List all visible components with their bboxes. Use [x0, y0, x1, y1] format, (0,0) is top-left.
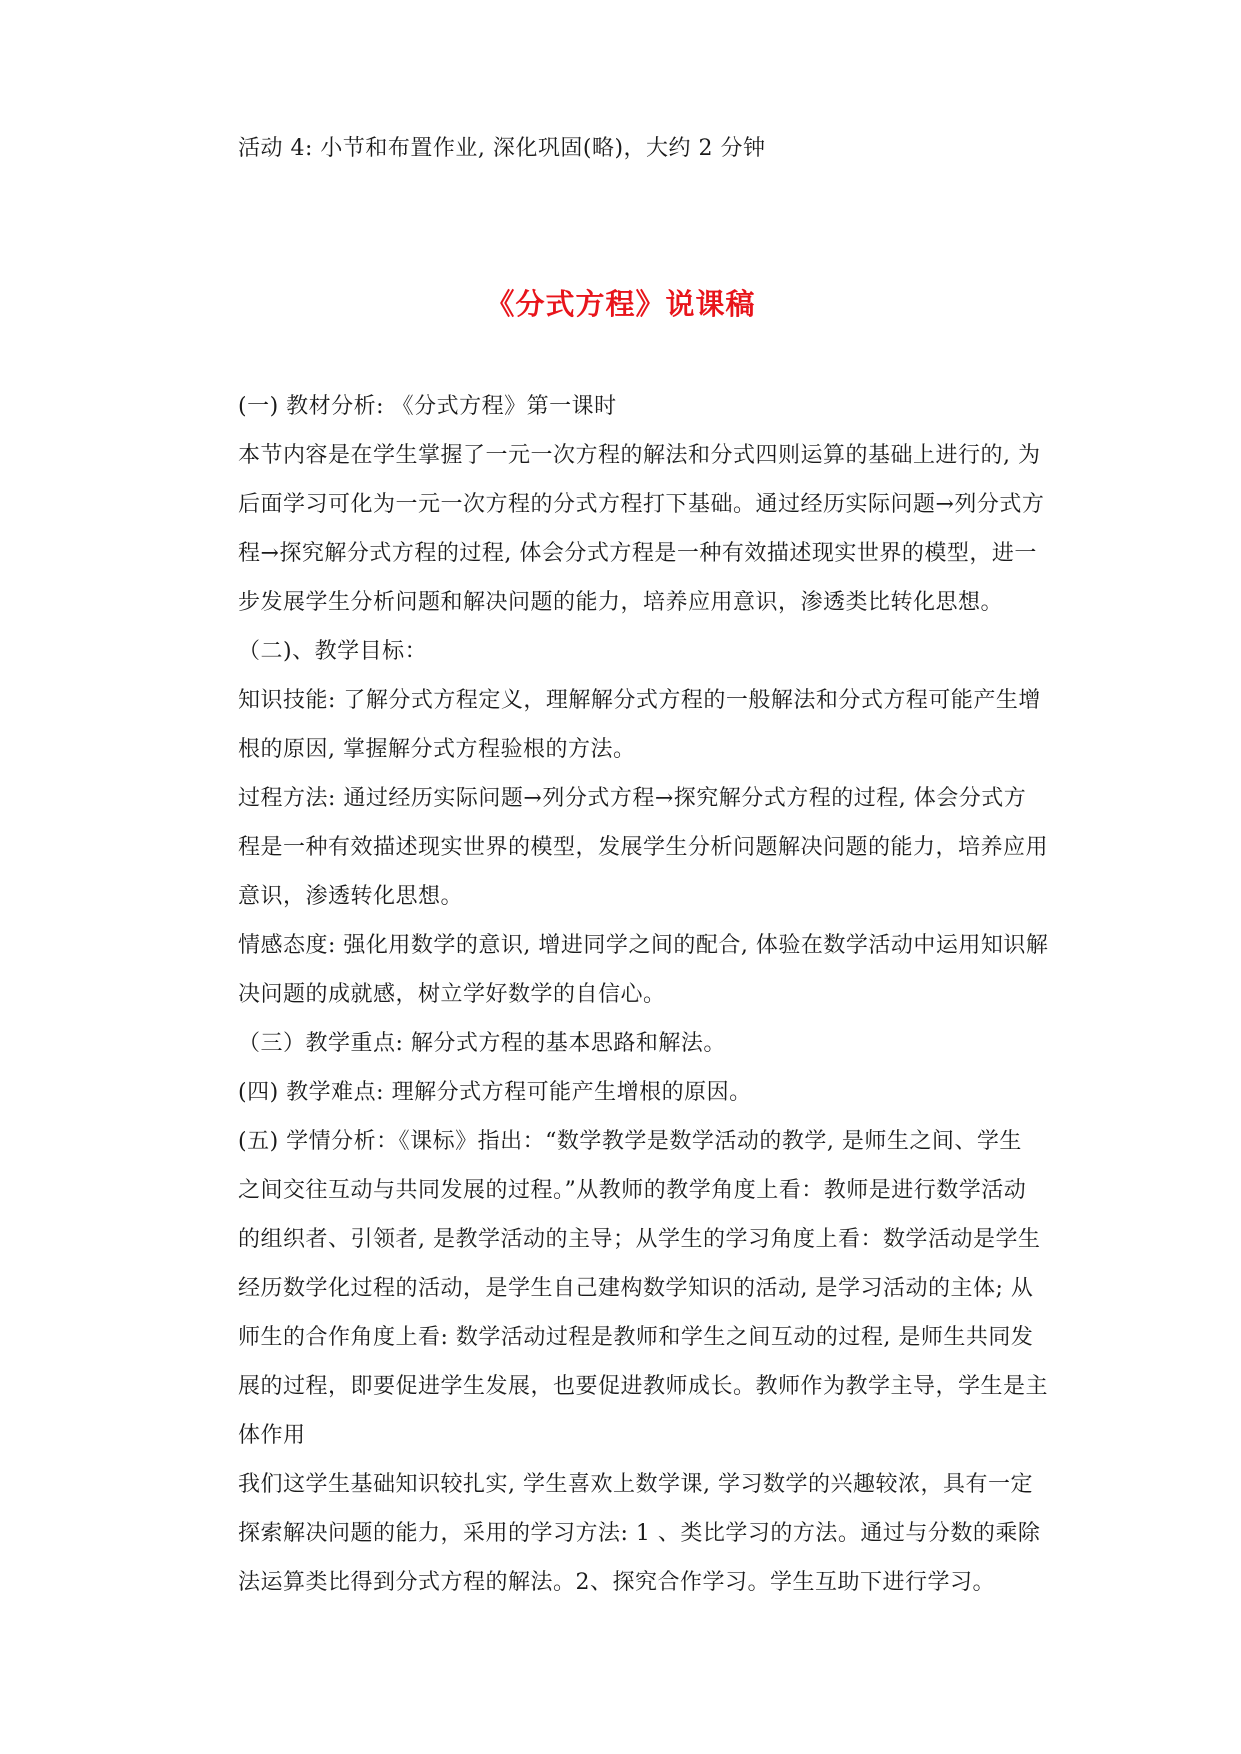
- activity-4-line: 活动 4: 小节和布置作业, 深化巩固(略)，大约 2 分钟: [238, 136, 766, 161]
- paragraph-line: 师生的合作角度上看: 数学活动过程是教师和学生之间互动的过程, 是师生共同发: [238, 1325, 1034, 1350]
- paragraph-line: 本节内容是在学生掌握了一元一次方程的解法和分式四则运算的基础上进行的, 为: [238, 443, 1041, 468]
- paragraph-line: 之间交往互动与共同发展的过程。”从教师的教学角度上看：教师是进行数学活动: [238, 1178, 1027, 1203]
- paragraph-line: 的组织者、引领者, 是教学活动的主导；从学生的学习角度上看：数学活动是学生: [238, 1227, 1041, 1252]
- paragraph-line: 知识技能: 了解分式方程定义，理解解分式方程的一般解法和分式方程可能产生增: [238, 688, 1041, 713]
- paragraph-line: 经历数学化过程的活动，是学生自己建构数学知识的活动, 是学习活动的主体; 从: [238, 1276, 1034, 1301]
- paragraph-line: 过程方法: 通过经历实际问题→列分式方程→探究解分式方程的过程, 体会分式方: [238, 786, 1027, 811]
- paragraph-line: 程是一种有效描述现实世界的模型，发展学生分析问题解决问题的能力，培养应用: [238, 835, 1049, 860]
- paragraph-line: 法运算类比得到分式方程的解法。2、探究合作学习。学生互助下进行学习。: [238, 1570, 995, 1595]
- paragraph-line: 根的原因, 掌握解分式方程验根的方法。: [238, 737, 636, 762]
- paragraph-line: 决问题的成就感，树立学好数学的自信心。: [238, 982, 666, 1007]
- document-title: 《分式方程》说课稿: [485, 287, 756, 321]
- paragraph-line: （三）教学重点: 解分式方程的基本思路和解法。: [238, 1031, 726, 1056]
- paragraph-line: 我们这学生基础知识较扎实, 学生喜欢上数学课, 学习数学的兴趣较浓，具有一定: [238, 1472, 1033, 1497]
- paragraph-line: （二)、教学目标：: [238, 639, 428, 664]
- paragraph-line: 展的过程，即要促进学生发展，也要促进教师成长。教师作为教学主导，学生是主: [238, 1374, 1049, 1399]
- paragraph-line: 体作用: [238, 1423, 306, 1448]
- paragraph-line: (四) 教学难点: 理解分式方程可能产生增根的原因。: [238, 1080, 752, 1105]
- paragraph-line: 意识，渗透转化思想。: [238, 884, 464, 909]
- paragraph-line: 探索解决问题的能力，采用的学习方法: 1 、类比学习的方法。通过与分数的乘除: [238, 1521, 1041, 1546]
- paragraph-line: 后面学习可化为一元一次方程的分式方程打下基础。通过经历实际问题→列分式方: [238, 492, 1045, 517]
- paragraph-line: (五) 学情分析：《课标》指出：“数学教学是数学活动的教学, 是师生之间、学生: [238, 1129, 1022, 1154]
- paragraph-line: 步发展学生分析问题和解决问题的能力，培养应用意识，渗透类比转化思想。: [238, 590, 1004, 615]
- paragraph-line: 情感态度: 强化用数学的意识, 增进同学之间的配合, 体验在数学活动中运用知识解: [238, 933, 1049, 958]
- paragraph-line: 程→探究解分式方程的过程, 体会分式方程是一种有效描述现实世界的模型，进一: [238, 541, 1037, 566]
- paragraph-line: (一) 教材分析: 《分式方程》第一课时: [238, 394, 617, 419]
